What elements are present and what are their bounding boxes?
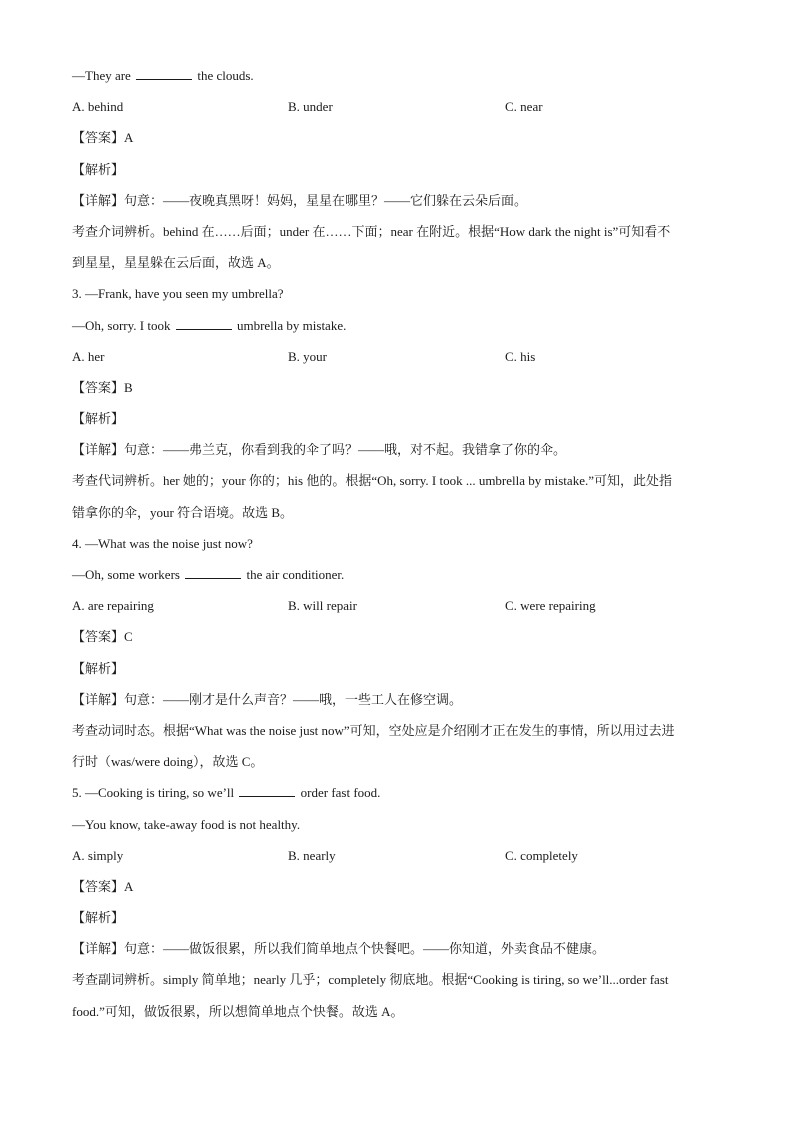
question-4-answer: 【答案】C xyxy=(72,629,133,645)
q2-text-before-blank: —They are xyxy=(72,68,135,83)
question-2-dialogue-line xyxy=(72,60,722,91)
question-3-explanation-line-2: 错拿你的伞，your 符合语境。故选 B。 xyxy=(72,504,294,520)
question-5-detail: 【详解】句意：——做饭很累，所以我们简单地点个快餐吧。——你知道，外卖食品不健康。 xyxy=(72,941,606,957)
question-2-answer: 【答案】A xyxy=(72,130,134,146)
answer-blank xyxy=(176,317,232,330)
question-3-options xyxy=(72,341,722,372)
question-5-options xyxy=(72,840,722,871)
option-a: A. are repairing xyxy=(72,598,154,614)
question-5-stem xyxy=(72,777,722,808)
option-a: A. simply xyxy=(72,847,124,863)
option-b: B. your xyxy=(288,348,327,364)
question-5-analysis-heading: 【解析】 xyxy=(72,910,125,926)
question-3-detail: 【详解】句意：——弗兰克，你看到我的伞了吗？——哦，对不起。我错拿了你的伞。 xyxy=(72,442,567,458)
option-a: A. behind xyxy=(72,99,124,115)
question-4-explanation-line-2: 行时（was/were doing），故选 C。 xyxy=(72,754,264,770)
q4-text-after-blank: the air conditioner. xyxy=(243,567,345,582)
question-4-detail: 【详解】句意：——刚才是什么声音？——哦，一些工人在修空调。 xyxy=(72,691,463,707)
answer-blank xyxy=(185,566,241,579)
answer-blank xyxy=(239,784,295,797)
question-3-answer: 【答案】B xyxy=(72,379,133,395)
question-3-analysis-heading: 【解析】 xyxy=(72,411,125,427)
option-b: B. under xyxy=(288,99,333,115)
question-4-analysis-heading: 【解析】 xyxy=(72,660,125,676)
question-3-stem: 3. —Frank, have you seen my umbrella? xyxy=(72,286,284,302)
question-3-dialogue-line xyxy=(72,310,722,341)
option-b: B. nearly xyxy=(288,847,336,863)
question-2-analysis-heading: 【解析】 xyxy=(72,161,125,177)
question-5-explanation-line-1: 考查副词辨析。simply 简单地；nearly 几乎；completely 彻底地。根据“Cooking is tiring, so we’ll...order fast xyxy=(72,972,669,988)
question-4-stem: 4. —What was the noise just now? xyxy=(72,535,253,551)
q5-text-after-blank: order fast food. xyxy=(297,785,381,801)
q5-text-before-blank: 5. —Cooking is tiring, so we’ll xyxy=(72,785,238,801)
question-2-explanation-line-1: 考查介词辨析。behind 在……后面；under 在……下面；near 在附近。根据“How dark the night is”可知看不 xyxy=(72,223,671,239)
question-3-explanation-line-1: 考查代词辨析。her 她的；your 你的；his 他的。根据“Oh, sorry. I took ... umbrella by mistake.”可知，此处指 xyxy=(72,473,672,489)
question-2-options xyxy=(72,91,722,122)
option-a: A. her xyxy=(72,348,105,364)
question-5-dialogue-line: —You know, take-away food is not healthy. xyxy=(72,816,301,832)
question-4-explanation-line-1: 考查动词时态。根据“What was the noise just now”可知，空处应是介绍刚才正在发生的事情，所以用过去进 xyxy=(72,722,675,738)
question-2-detail: 【详解】句意：——夜晚真黑呀！妈妈，星星在哪里？——它们躲在云朵后面。 xyxy=(72,192,528,208)
answer-blank xyxy=(136,67,192,80)
option-b: B. will repair xyxy=(288,598,357,614)
question-5-explanation-line-2: food.”可知，做饭很累，所以想简单地点个快餐。故选 A。 xyxy=(72,1003,404,1019)
question-4-dialogue-line xyxy=(72,559,722,590)
q3-text-after-blank: umbrella by mistake. xyxy=(233,317,347,333)
option-c: C. his xyxy=(505,348,536,364)
question-2-explanation-line-2: 到星星，星星躲在云后面，故选 A。 xyxy=(72,255,280,271)
document-page xyxy=(72,60,722,1027)
option-c: C. near xyxy=(505,99,543,115)
q3-text-before-blank: —Oh, sorry. I took xyxy=(72,317,174,333)
option-c: C. completely xyxy=(505,847,578,863)
question-4-options xyxy=(72,590,722,621)
option-c: C. were repairing xyxy=(505,598,596,614)
q2-text-after-blank: the clouds. xyxy=(194,68,254,83)
q4-text-before-blank: —Oh, some workers xyxy=(72,567,184,582)
question-5-answer: 【答案】A xyxy=(72,878,134,894)
